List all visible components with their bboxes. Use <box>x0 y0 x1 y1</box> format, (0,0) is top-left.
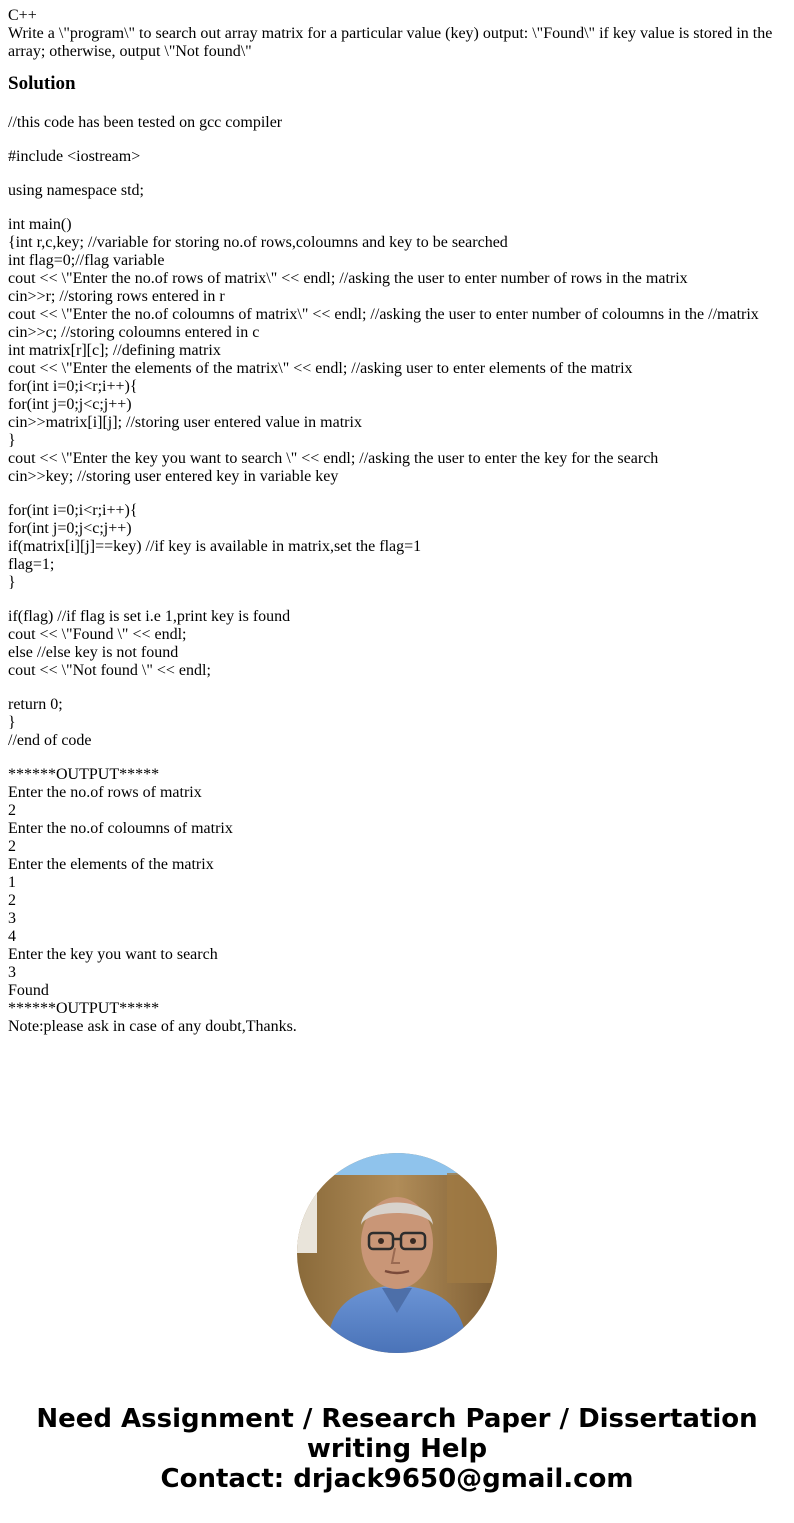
document-content <box>8 7 786 1036</box>
code-line: {int r,c,key; //variable for storing no.of rows,coloumns and key to be searched <box>8 234 508 251</box>
question-language: C++ <box>8 7 37 24</box>
author-photo <box>297 1153 497 1353</box>
code-line: cin>>matrix[i][j]; //storing user entered value in matrix <box>8 414 362 431</box>
question-text: Write a \"program\" to search out array matrix for a particular value (key) output: \"Found\" if key value is stored in the array; otherwise, output \"Not found\" <box>8 25 777 60</box>
code-line: for(int i=0;i<r;i++){ <box>8 378 138 395</box>
solution-code <box>8 114 786 1036</box>
code-line: } <box>8 714 16 731</box>
code-line: 1 <box>8 874 16 891</box>
code-line: 4 <box>8 928 16 945</box>
paragraph-gap <box>8 750 786 766</box>
code-line: int matrix[r][c]; //defining matrix <box>8 342 221 359</box>
code-line: int flag=0;//flag variable <box>8 252 165 269</box>
code-line: cout << \"Enter the no.of rows of matrix\" << endl; //asking the user to enter number of rows in the matrix <box>8 270 688 287</box>
code-line: Enter the no.of coloumns of matrix <box>8 820 233 837</box>
code-line: cout << \"Found \" << endl; <box>8 626 187 643</box>
code-line: cout << \"Enter the key you want to search \" << endl; //asking the user to enter the key for the search <box>8 450 659 467</box>
ad-line-1: Need Assignment / Research Paper / Dissertation <box>36 1404 758 1434</box>
paragraph-gap <box>8 132 786 148</box>
code-line: 2 <box>8 802 16 819</box>
code-line: for(int j=0;j<c;j++) <box>8 520 132 537</box>
code-line: Enter the key you want to search <box>8 946 218 963</box>
paragraph-gap <box>8 200 786 216</box>
code-line: cin>>c; //storing coloumns entered in c <box>8 324 260 341</box>
code-line: 2 <box>8 838 16 855</box>
paragraph-gap <box>8 486 786 502</box>
code-line: 3 <box>8 964 16 981</box>
code-line: } <box>8 432 16 449</box>
code-line: for(int i=0;i<r;i++){ <box>8 502 138 519</box>
code-line: Enter the no.of rows of matrix <box>8 784 202 801</box>
code-line: ******OUTPUT***** <box>8 1000 160 1017</box>
code-line: cin>>r; //storing rows entered in r <box>8 288 225 305</box>
code-line: for(int j=0;j<c;j++) <box>8 396 132 413</box>
code-line: //this code has been tested on gcc compiler <box>8 114 283 131</box>
code-line: using namespace std; <box>8 182 144 199</box>
code-line: cout << \"Enter the no.of coloumns of matrix\" << endl; //asking the user to enter number of coloumns in the //matrix <box>8 306 759 323</box>
paragraph-gap <box>8 166 786 182</box>
code-line: else //else key is not found <box>8 644 179 661</box>
code-line: //end of code <box>8 732 92 749</box>
code-line: flag=1; <box>8 556 55 573</box>
code-line: } <box>8 574 16 591</box>
author-portrait-image <box>297 1153 497 1353</box>
code-line: cout << \"Enter the elements of the matrix\" << endl; //asking user to enter elements of the matrix <box>8 360 633 377</box>
code-line: if(matrix[i][j]==key) //if key is available in matrix,set the flag=1 <box>8 538 422 555</box>
code-line: Found <box>8 982 49 999</box>
code-line: Enter the elements of the matrix <box>8 856 214 873</box>
solution-heading: Solution <box>8 73 76 94</box>
code-line: Note:please ask in case of any doubt,Thanks. <box>8 1018 297 1035</box>
code-line: int main() <box>8 216 72 233</box>
code-line: #include <iostream> <box>8 148 141 165</box>
code-line: cin>>key; //storing user entered key in variable key <box>8 468 339 485</box>
question <box>8 7 786 61</box>
ad-line-2: writing Help <box>306 1434 488 1464</box>
code-line: ******OUTPUT***** <box>8 766 160 783</box>
ad-line-3: Contact: drjack9650@gmail.com <box>160 1464 634 1494</box>
code-line: 3 <box>8 910 16 927</box>
code-line: 2 <box>8 892 16 909</box>
paragraph-gap <box>8 592 786 608</box>
code-line: cout << \"Not found \" << endl; <box>8 662 211 679</box>
code-line: if(flag) //if flag is set i.e 1,print key is found <box>8 608 291 625</box>
paragraph-gap <box>8 680 786 696</box>
code-line: return 0; <box>8 696 63 713</box>
contact-advertisement <box>0 1404 794 1494</box>
